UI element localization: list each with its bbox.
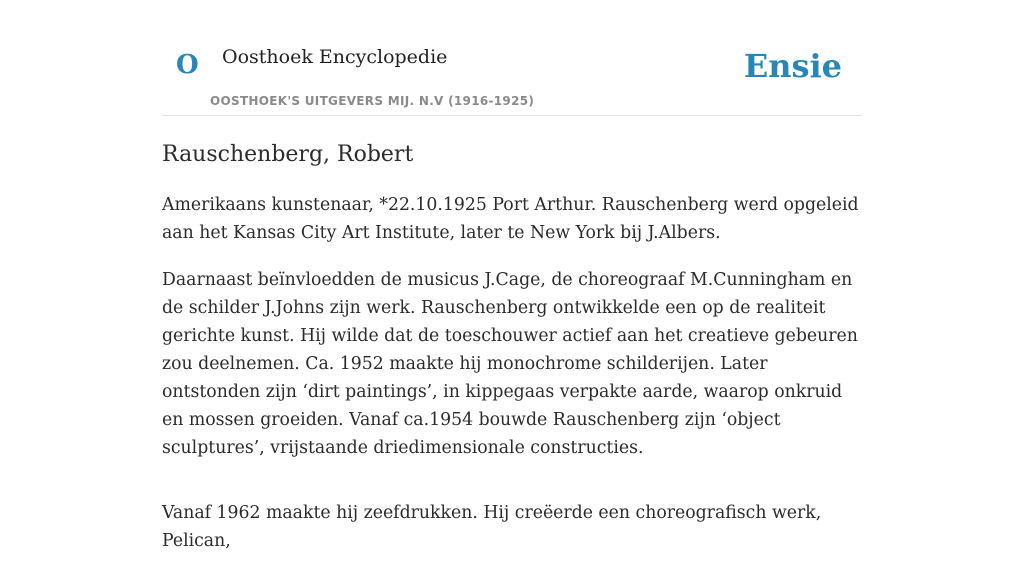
article-body xyxy=(162,191,862,555)
source-publisher: OOSTHOEK'S UITGEVERS MIJ. N.V (1916-1925) xyxy=(210,94,535,108)
article-title: Rauschenberg, Robert xyxy=(162,142,414,167)
source-logo[interactable]: O xyxy=(176,50,199,80)
ensie-logo-link[interactable]: Ensie xyxy=(743,47,842,85)
source-header xyxy=(162,0,862,116)
article-paragraph: Amerikaans kunstenaar, *22.10.1925 Port Arthur. Rauschenberg werd opgeleid aan het Kansas City Art Institute, later te New York bij J.Albers. xyxy=(162,194,859,243)
article-paragraph: Daarnaast beïnvloedden de musicus J.Cage, de choreograaf M.Cunningham en de schilder J.Johns zijn werk. Rauschenberg ontwikkelde een op de realiteit gerichte kunst. Hij wilde dat de toeschouwer actief aan het creatieve gebeuren zou deelnemen. Ca. 1952 maakte hij monochrome schilderijen. Later ontstonden zijn ‘dirt paintings’, in kippegaas verpakte aarde, waarop onkruid en mossen groeiden. Vanaf ca.1954 bouwde Rauschenberg zijn ‘object sculptures’, vrijstaande driedimensionale constructies. xyxy=(162,269,858,458)
source-title[interactable]: Oosthoek Encyclopedie xyxy=(222,46,448,68)
article-paragraph: Vanaf 1962 maakte hij zeefdrukken. Hij creëerde een choreografisch werk, Pelican, xyxy=(162,502,822,551)
page xyxy=(162,0,862,574)
